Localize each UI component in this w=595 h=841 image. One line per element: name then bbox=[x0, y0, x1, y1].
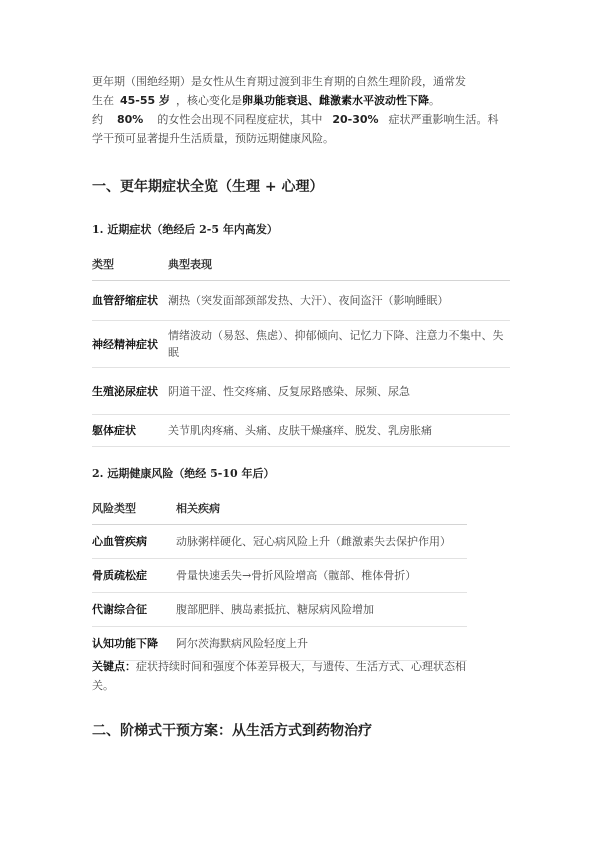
subsection-2-heading: 2. 远期健康风险（绝经 5-10 年后） bbox=[92, 467, 275, 480]
symptom-type: 躯体症状 bbox=[92, 415, 168, 447]
intro-text: 的女性会出现不同程度症状，其中 bbox=[157, 113, 323, 126]
key-point-text: 关。 bbox=[92, 679, 114, 692]
table-row bbox=[92, 415, 510, 447]
symptoms-table bbox=[92, 247, 510, 447]
intro-text: 症状严重影响生活。科 bbox=[388, 113, 499, 126]
percent-80: 80% bbox=[117, 113, 144, 126]
table-row bbox=[92, 593, 467, 627]
age-range: 45-55 岁 bbox=[120, 94, 171, 107]
risks-table bbox=[92, 491, 467, 661]
intro-line-1: 更年期（围绝经期）是女性从生育期过渡到非生育期的自然生理阶段，通常发 bbox=[92, 75, 466, 88]
intro-text: ，核心变化是 bbox=[176, 94, 243, 107]
core-change-highlight: 卵巢功能衰退、雌激素水平波动性下降 bbox=[242, 94, 430, 107]
risk-type: 骨质疏松症 bbox=[92, 559, 176, 593]
column-header-manifestation: 典型表现 bbox=[168, 247, 510, 281]
risk-type: 心血管疾病 bbox=[92, 525, 176, 559]
table-row bbox=[92, 368, 510, 415]
intro-text: 约 bbox=[92, 113, 103, 126]
column-header-risk-type: 风险类型 bbox=[92, 491, 176, 525]
table-row bbox=[92, 525, 467, 559]
symptom-type: 血管舒缩症状 bbox=[92, 281, 168, 321]
symptom-description: 潮热（突发面部颈部发热、大汗）、夜间盗汗（影响睡眠） bbox=[168, 281, 510, 321]
column-header-diseases: 相关疾病 bbox=[176, 491, 467, 525]
column-header-type: 类型 bbox=[92, 247, 168, 281]
symptom-description: 情绪波动（易怒、焦虑）、抑郁倾向、记忆力下降、注意力不集中、失眠 bbox=[168, 321, 510, 368]
percent-20-30: 20-30% bbox=[332, 113, 379, 126]
intro-text: 生在 bbox=[92, 94, 114, 107]
key-point-text: 症状持续时间和强度个体差异极大，与遗传、生活方式、心理状态相 bbox=[136, 660, 466, 673]
intro-text: 。 bbox=[429, 94, 441, 107]
table-row bbox=[92, 281, 510, 321]
intro-paragraph bbox=[92, 72, 510, 148]
key-point-label: 关键点： bbox=[92, 660, 136, 673]
symptom-type: 神经精神症状 bbox=[92, 321, 168, 368]
key-point-paragraph bbox=[92, 657, 510, 695]
table-row bbox=[92, 321, 510, 368]
table-row bbox=[92, 627, 467, 661]
symptom-description: 关节肌肉疼痛、头痛、皮肤干燥瘙痒、脱发、乳房胀痛 bbox=[168, 415, 510, 447]
risk-type: 代谢综合征 bbox=[92, 593, 176, 627]
table-header-row bbox=[92, 491, 467, 525]
table-header-row bbox=[92, 247, 510, 281]
risk-diseases: 阿尔茨海默病风险轻度上升 bbox=[176, 627, 467, 661]
symptom-description: 阴道干涩、性交疼痛、反复尿路感染、尿频、尿急 bbox=[168, 368, 510, 415]
risk-diseases: 动脉粥样硬化、冠心病风险上升（雌激素失去保护作用） bbox=[176, 525, 467, 559]
subsection-1-heading: 1. 近期症状（绝经后 2-5 年内高发） bbox=[92, 223, 278, 236]
risk-diseases: 骨量快速丢失→骨折风险增高（髋部、椎体骨折） bbox=[176, 559, 467, 593]
intro-line-4: 学干预可显著提升生活质量，预防远期健康风险。 bbox=[92, 132, 334, 145]
section-2-heading: 二、阶梯式干预方案：从生活方式到药物治疗 bbox=[92, 723, 372, 739]
risk-diseases: 腹部肥胖、胰岛素抵抗、糖尿病风险增加 bbox=[176, 593, 467, 627]
section-1-heading: 一、更年期症状全览（生理 + 心理） bbox=[92, 179, 324, 195]
table-row bbox=[92, 559, 467, 593]
risk-type: 认知功能下降 bbox=[92, 627, 176, 661]
symptom-type: 生殖泌尿症状 bbox=[92, 368, 168, 415]
